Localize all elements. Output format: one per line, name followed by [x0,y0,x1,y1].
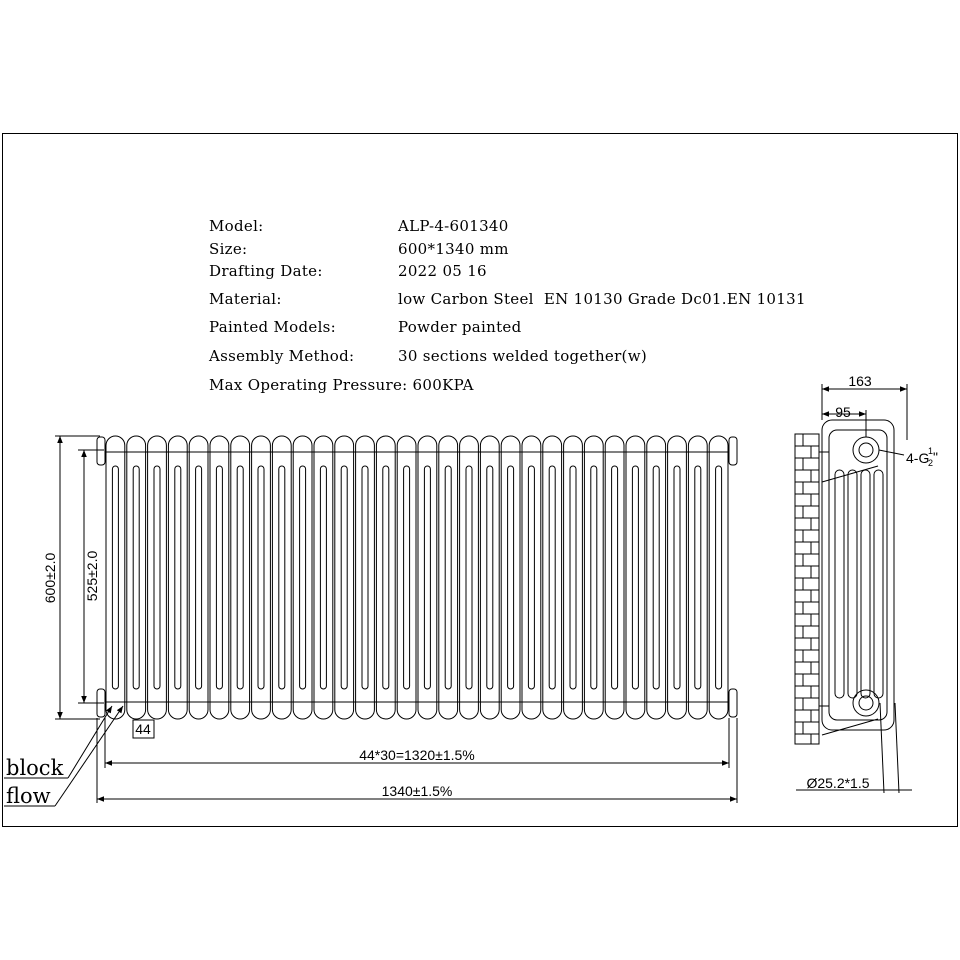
thread-label: 4-G [906,450,930,466]
drafting-date-label: Drafting Date: [209,262,323,280]
radiator-section [439,436,458,719]
max-pressure-text: Max Operating Pressure: 600KPA [209,376,474,394]
radiator-section-inner [196,466,202,689]
radiator-section [376,436,395,719]
radiator-section [335,436,354,719]
depth-label: 163 [848,373,872,389]
bottom-connector [853,690,879,716]
block-callout: block [6,756,64,780]
assembly-method-value: 30 sections welded together(w) [398,347,647,365]
radiator-section-inner [133,466,139,689]
radiator-section-inner [570,466,576,689]
radiator-section [709,436,728,719]
model-value: ALP-4-601340 [398,217,509,235]
overall-height-label: 600±2.0 [42,552,58,604]
radiator-section [168,436,187,719]
radiator-section-inner [612,466,618,689]
center-height-label: 525±2.0 [84,550,100,602]
radiator-section-inner [362,466,368,689]
radiator-section [605,436,624,719]
size-label: Size: [209,240,248,258]
model-label: Model: [209,217,264,235]
radiator-section-inner [591,466,597,689]
radiator-section-inner [300,466,306,689]
radiator-side-view [819,420,894,735]
radiator-section-inner [237,466,243,689]
sections-width-label: 44*30=1320±1.5% [359,747,475,763]
size-value: 600*1340 mm [398,240,509,258]
radiator-section [480,436,499,719]
radiator-section-inner [341,466,347,689]
radiator-section-inner [487,466,493,689]
radiator-section-inner [154,466,160,689]
radiator-section [293,436,312,719]
radiator-section-inner [112,466,118,689]
section-pitch-label: 44 [135,721,151,737]
radiator-section-inner [466,466,472,689]
assembly-method-label: Assembly Method: [209,347,355,365]
material-value: low Carbon Steel EN 10130 Grade Dc01.EN 10131 [398,290,806,308]
thread-fraction-numerator: 1 [928,446,934,456]
radiator-section-inner [320,466,326,689]
offset-label: 95 [835,404,851,420]
radiator-section [272,436,291,719]
radiator-section-inner [716,466,722,689]
radiator-section-inner [674,466,680,689]
radiator-section [231,436,250,719]
left-top-valve [97,437,105,465]
radiator-sections [106,436,728,719]
radiator-section [210,436,229,719]
wall-bricks [795,434,819,744]
thread-fraction-denominator: 2 [928,458,934,468]
right-top-valve [729,437,737,465]
radiator-section [501,436,520,719]
radiator-section [564,436,583,719]
radiator-section-inner [216,466,222,689]
radiator-section-inner [424,466,430,689]
radiator-section [460,436,479,719]
tube-diameter-label: Ø25.2*1.5 [806,775,870,791]
radiator-section-inner [404,466,410,689]
radiator-section-inner [175,466,181,689]
radiator-section [626,436,645,719]
radiator-section [148,436,167,719]
radiator-section [418,436,437,719]
overall-width-label: 1340±1.5% [381,783,453,799]
radiator-section-inner [695,466,701,689]
radiator-section [668,436,687,719]
painted-models-value: Powder painted [398,318,522,336]
radiator-section [397,436,416,719]
top-connector [853,437,879,463]
radiator-section [688,436,707,719]
radiator-section [127,436,146,719]
radiator-section [252,436,271,719]
painted-models-label: Painted Models: [209,318,337,336]
radiator-section [584,436,603,719]
radiator-section [543,436,562,719]
right-bottom-valve [729,689,737,717]
radiator-section-inner [632,466,638,689]
flow-callout: flow [6,784,51,808]
radiator-section-inner [445,466,451,689]
radiator-section-inner [653,466,659,689]
radiator-section-inner [549,466,555,689]
radiator-section [356,436,375,719]
radiator-section-inner [383,466,389,689]
drafting-date-value: 2022 05 16 [398,262,487,280]
radiator-section-inner [279,466,285,689]
radiator-section [106,436,125,719]
thread-suffix: " [933,449,938,465]
material-label: Material: [209,290,282,308]
radiator-section [189,436,208,719]
radiator-front-view [97,436,737,719]
radiator-section [647,436,666,719]
radiator-section-inner [508,466,514,689]
radiator-section [522,436,541,719]
radiator-section-inner [528,466,534,689]
radiator-section [314,436,333,719]
radiator-section-inner [258,466,264,689]
